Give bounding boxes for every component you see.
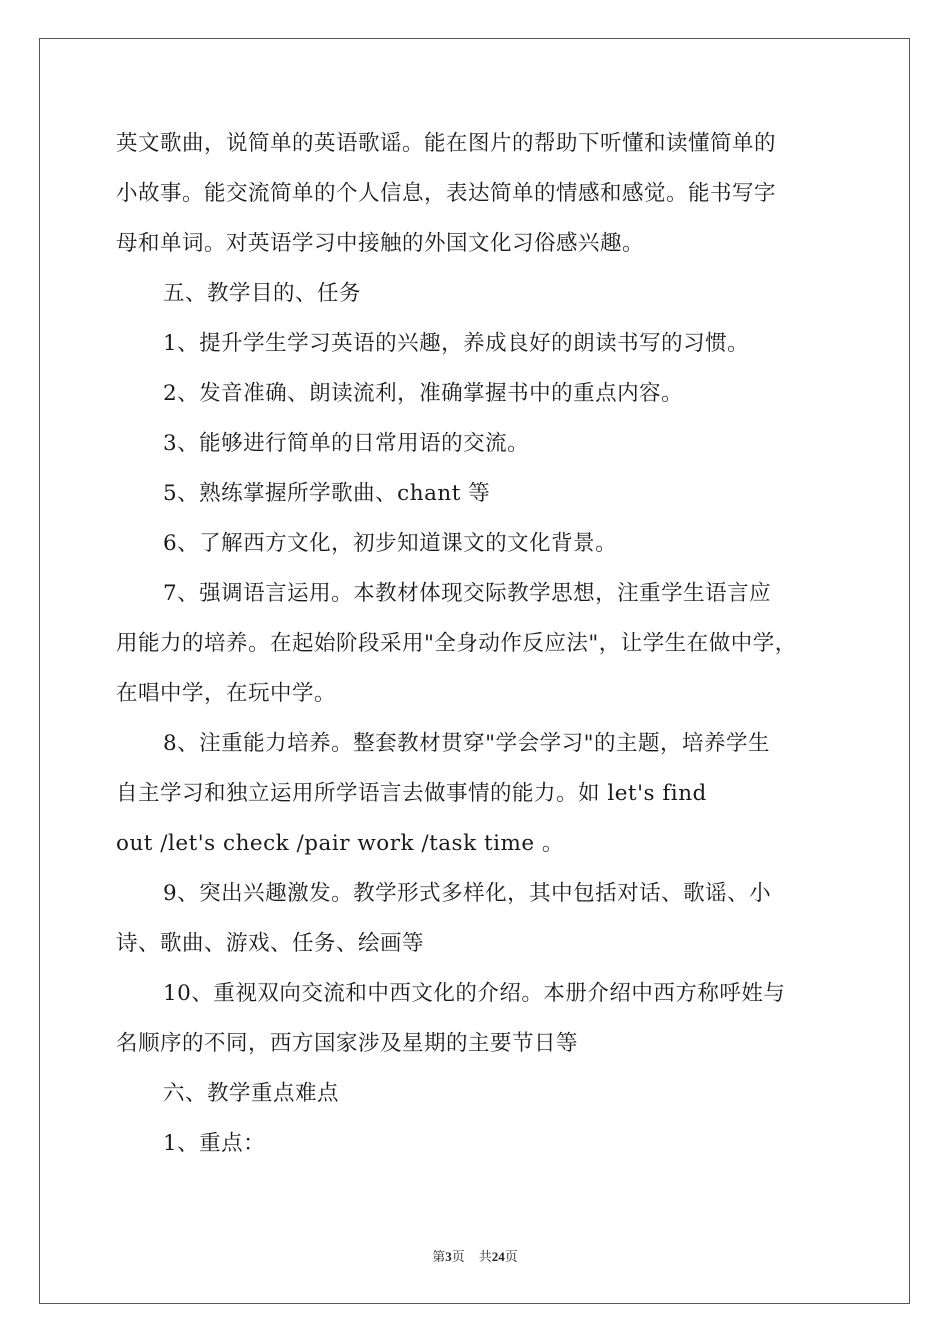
section-heading: 六、教学重点难点: [163, 1081, 340, 1106]
text-line: 用能力的培养。在起始阶段采用"全身动作反应法"，让学生在做中学，: [116, 631, 797, 656]
page-suffix: 页: [451, 1249, 465, 1264]
list-item: 10、重视双向交流和中西文化的介绍。本册介绍中西方称呼姓与: [163, 981, 786, 1006]
section-heading: 五、教学目的、任务: [163, 281, 362, 306]
list-item: 1、提升学生学习英语的兴趣，养成良好的朗读书写的习惯。: [163, 331, 750, 356]
text-line: 在唱中学，在玩中学。: [116, 681, 337, 706]
text-line: out /let's check /pair work /task time 。: [116, 831, 564, 856]
list-item: 3、能够进行简单的日常用语的交流。: [163, 431, 530, 456]
list-item: 2、发音准确、朗读流利，准确掌握书中的重点内容。: [163, 381, 684, 406]
list-item: 5、熟练掌握所学歌曲、chant 等: [163, 481, 491, 506]
text-line: 名顺序的不同，西方国家涉及星期的主要节日等: [116, 1031, 579, 1056]
text-line: 小故事。能交流简单的个人信息，表达简单的情感和感觉。能书写字: [116, 181, 777, 206]
total-prefix: 共: [478, 1249, 492, 1264]
list-item: 7、强调语言运用。本教材体现交际教学思想，注重学生语言应: [163, 581, 772, 606]
text-line: 英文歌曲，说简单的英语歌谣。能在图片的帮助下听懂和读懂简单的: [116, 131, 777, 156]
total-suffix: 页: [504, 1249, 518, 1264]
text-line: 诗、歌曲、游戏、任务、绘画等: [116, 931, 425, 956]
page-number: 3: [445, 1249, 452, 1264]
text-line: 自主学习和独立运用所学语言去做事情的能力。如 let's find: [116, 781, 707, 806]
page-prefix: 第: [432, 1249, 446, 1264]
list-item: 8、注重能力培养。整套教材贯穿"学会学习"的主题，培养学生: [163, 731, 770, 756]
total-pages: 24: [491, 1249, 505, 1264]
text-line: 母和单词。对英语学习中接触的外国文化习俗感兴趣。: [116, 231, 645, 256]
list-item: 1、重点：: [163, 1131, 266, 1156]
page-footer: [0, 1246, 950, 1265]
list-item: 9、突出兴趣激发。教学形式多样化，其中包括对话、歌谣、小: [163, 881, 772, 906]
list-item: 6、了解西方文化，初步知道课文的文化背景。: [163, 531, 618, 556]
